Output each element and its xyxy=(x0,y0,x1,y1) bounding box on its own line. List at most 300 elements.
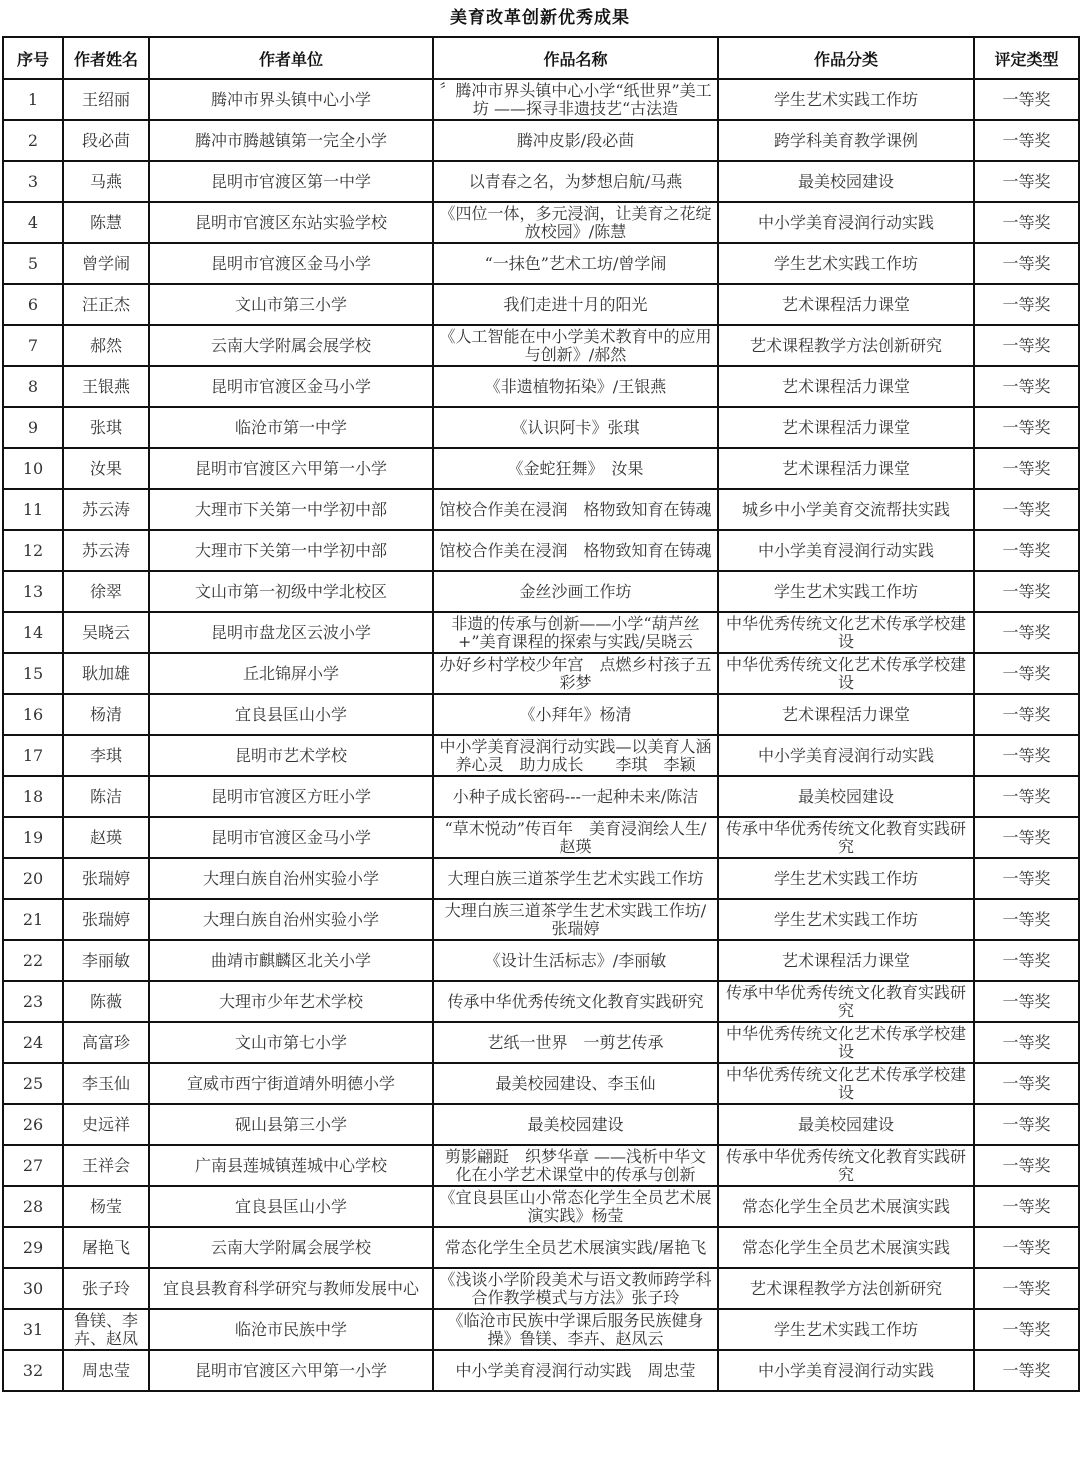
table-row xyxy=(3,1227,1079,1268)
author-name: 李琪 xyxy=(89,746,122,765)
row-number: 18 xyxy=(22,787,44,806)
award-grade: 一等奖 xyxy=(1002,582,1051,601)
work-category-cell xyxy=(718,448,974,489)
work-category-cell xyxy=(718,1309,974,1350)
header-no: 序号 xyxy=(3,37,63,79)
table-body xyxy=(3,79,1079,1391)
work-title-cell xyxy=(433,653,718,694)
author-unit: 宣威市西宁街道靖外明德小学 xyxy=(186,1074,395,1093)
award-grade: 一等奖 xyxy=(1002,951,1051,970)
row-number: 8 xyxy=(27,377,39,396)
row-number-cell xyxy=(3,735,63,776)
work-category-cell xyxy=(718,161,974,202)
work-title: 常态化学生全员艺术展演实践/屠艳飞 xyxy=(444,1238,707,1257)
award-grade-cell xyxy=(974,366,1079,407)
row-number-cell xyxy=(3,325,63,366)
author-name-cell xyxy=(63,981,149,1022)
row-number-cell xyxy=(3,1309,63,1350)
work-category: 艺术课程活力课堂 xyxy=(781,705,910,724)
work-category: 学生艺术实践工作坊 xyxy=(773,90,918,109)
author-unit: 曲靖市麒麟区北关小学 xyxy=(210,951,371,970)
work-title-cell xyxy=(433,448,718,489)
work-title: 大理白族三道茶学生艺术实践工作坊 xyxy=(447,869,704,888)
work-category: 跨学科美育教学课例 xyxy=(773,131,918,150)
work-category-cell xyxy=(718,1350,974,1391)
document-title: 美育改革创新优秀成果 xyxy=(450,8,630,28)
row-number-cell xyxy=(3,161,63,202)
award-grade: 一等奖 xyxy=(1002,1115,1051,1134)
header-work-title: 作品名称 xyxy=(433,37,718,79)
author-unit-cell xyxy=(149,735,433,776)
work-category-cell xyxy=(718,1268,974,1309)
table-row xyxy=(3,612,1079,653)
work-category: 中华优秀传统文化艺术传承学校建设 xyxy=(725,655,966,692)
work-category-cell xyxy=(718,981,974,1022)
work-title: 馆校合作美在浸润 格物致知育在铸魂 xyxy=(439,500,712,519)
author-name: 杨莹 xyxy=(89,1197,122,1216)
work-title-cell xyxy=(433,243,718,284)
row-number: 30 xyxy=(22,1279,44,1298)
row-number-cell xyxy=(3,858,63,899)
work-category-cell xyxy=(718,571,974,612)
work-title-cell xyxy=(433,161,718,202)
author-name: 陈薇 xyxy=(89,992,122,1011)
table-row xyxy=(3,817,1079,858)
table-header-row xyxy=(3,37,1079,79)
award-grade-cell xyxy=(974,1268,1079,1309)
author-name-cell xyxy=(63,817,149,858)
work-title-cell xyxy=(433,202,718,243)
row-number-cell xyxy=(3,817,63,858)
author-unit-cell xyxy=(149,325,433,366)
award-grade-cell xyxy=(974,530,1079,571)
award-grade: 一等奖 xyxy=(1002,213,1051,232)
work-title: 《非遗植物拓染》/王银燕 xyxy=(484,377,667,396)
row-number-cell xyxy=(3,1022,63,1063)
author-unit: 昆明市官渡区金马小学 xyxy=(210,377,371,396)
award-grade-cell xyxy=(974,243,1079,284)
row-number: 24 xyxy=(22,1033,44,1052)
row-number: 9 xyxy=(27,418,39,437)
table-row xyxy=(3,407,1079,448)
table-row xyxy=(3,1309,1079,1350)
author-unit-cell xyxy=(149,243,433,284)
award-grade-cell xyxy=(974,776,1079,817)
work-category: 艺术课程活力课堂 xyxy=(781,459,910,478)
award-grade-cell xyxy=(974,79,1079,120)
award-grade: 一等奖 xyxy=(1002,295,1051,314)
table-row xyxy=(3,981,1079,1022)
work-category: 中小学美育浸润行动实践 xyxy=(757,746,934,765)
work-category-cell xyxy=(718,79,974,120)
row-number-cell xyxy=(3,530,63,571)
row-number: 16 xyxy=(22,705,44,724)
work-category: 城乡中小学美育交流帮扶实践 xyxy=(741,500,950,519)
author-name-cell xyxy=(63,1145,149,1186)
award-grade: 一等奖 xyxy=(1002,1156,1051,1175)
table-row xyxy=(3,940,1079,981)
award-grade: 一等奖 xyxy=(1002,1238,1051,1257)
author-name: 汝果 xyxy=(89,459,122,478)
award-grade: 一等奖 xyxy=(1002,90,1051,109)
author-name: 马燕 xyxy=(89,172,122,191)
author-name: 王绍丽 xyxy=(81,90,130,109)
author-name: 高富珍 xyxy=(81,1033,130,1052)
work-title: 中小学美育浸润行动实践—以美育人涵养心灵 助力成长 李琪 李颖 xyxy=(439,737,712,774)
work-title: 办好乡村学校少年宫 点燃乡村孩子五彩梦 xyxy=(439,655,712,692)
author-unit-cell xyxy=(149,489,433,530)
award-grade-cell xyxy=(974,1186,1079,1227)
table-row xyxy=(3,284,1079,325)
row-number: 5 xyxy=(27,254,39,273)
award-grade-cell xyxy=(974,120,1079,161)
author-unit-cell xyxy=(149,1186,433,1227)
work-category: 常态化学生全员艺术展演实践 xyxy=(741,1238,950,1257)
work-title-cell xyxy=(433,284,718,325)
row-number: 4 xyxy=(27,213,39,232)
award-grade: 一等奖 xyxy=(1002,131,1051,150)
work-category: 学生艺术实践工作坊 xyxy=(773,254,918,273)
work-title-cell xyxy=(433,1268,718,1309)
work-category: 中小学美育浸润行动实践 xyxy=(757,213,934,232)
author-unit: 昆明市官渡区六甲第一小学 xyxy=(194,1361,387,1380)
work-title-cell xyxy=(433,858,718,899)
award-grade-cell xyxy=(974,981,1079,1022)
author-name: 陈慧 xyxy=(89,213,122,232)
author-unit-cell xyxy=(149,366,433,407)
work-category-cell xyxy=(718,1104,974,1145)
work-category-cell xyxy=(718,940,974,981)
author-unit-cell xyxy=(149,202,433,243)
author-unit-cell xyxy=(149,1350,433,1391)
award-grade: 一等奖 xyxy=(1002,172,1051,191)
work-title: 小种子成长密码---一起种未来/陈洁 xyxy=(452,787,699,806)
author-unit-cell xyxy=(149,161,433,202)
author-name-cell xyxy=(63,284,149,325)
table-row xyxy=(3,694,1079,735)
author-name: 张子玲 xyxy=(81,1279,130,1298)
row-number: 31 xyxy=(22,1320,44,1339)
work-category: 中华优秀传统文化艺术传承学校建设 xyxy=(725,1024,966,1061)
work-title: 《临沧市民族中学课后服务民族健身操》鲁镁、李卉、赵凤云 xyxy=(447,1311,704,1348)
work-title: 以青春之名，为梦想启航/马燕 xyxy=(468,172,683,191)
row-number: 12 xyxy=(22,541,44,560)
work-category-cell xyxy=(718,243,974,284)
work-title-cell xyxy=(433,1104,718,1145)
author-name-cell xyxy=(63,735,149,776)
author-name: 曾学闹 xyxy=(81,254,130,273)
row-number-cell xyxy=(3,694,63,735)
work-title-cell xyxy=(433,899,718,940)
row-number: 23 xyxy=(22,992,44,1011)
author-unit-cell xyxy=(149,1309,433,1350)
author-unit: 临沧市民族中学 xyxy=(234,1320,347,1339)
author-name: 郝然 xyxy=(89,336,122,355)
work-title-cell xyxy=(433,776,718,817)
row-number-cell xyxy=(3,407,63,448)
row-number-cell xyxy=(3,202,63,243)
work-category: 学生艺术实践工作坊 xyxy=(773,1320,918,1339)
work-category-cell xyxy=(718,530,974,571)
work-title-cell xyxy=(433,366,718,407)
work-title-cell xyxy=(433,1227,718,1268)
row-number: 32 xyxy=(22,1361,44,1380)
work-title-cell xyxy=(433,735,718,776)
work-title: 剪影翩跹 织梦华章 ——浅析中华文化在小学艺术课堂中的传承与创新 xyxy=(444,1147,707,1184)
work-title-cell xyxy=(433,817,718,858)
author-unit-cell xyxy=(149,448,433,489)
work-category: 艺术课程活力课堂 xyxy=(781,418,910,437)
work-category: 艺术课程教学方法创新研究 xyxy=(749,336,942,355)
award-grade-cell xyxy=(974,448,1079,489)
award-grade-cell xyxy=(974,694,1079,735)
row-number-cell xyxy=(3,284,63,325)
row-number: 28 xyxy=(22,1197,44,1216)
row-number-cell xyxy=(3,899,63,940)
row-number: 25 xyxy=(22,1074,44,1093)
work-title: 传承中华优秀传统文化教育实践研究 xyxy=(447,992,704,1011)
author-unit-cell xyxy=(149,817,433,858)
award-grade-cell xyxy=(974,858,1079,899)
work-title-cell xyxy=(433,1145,718,1186)
award-grade-cell xyxy=(974,202,1079,243)
table-row xyxy=(3,1104,1079,1145)
work-title-cell xyxy=(433,1022,718,1063)
author-unit-cell xyxy=(149,1063,433,1104)
award-grade: 一等奖 xyxy=(1002,623,1051,642)
author-name-cell xyxy=(63,571,149,612)
table-row xyxy=(3,899,1079,940)
work-category: 中小学美育浸润行动实践 xyxy=(757,541,934,560)
work-title-cell xyxy=(433,981,718,1022)
row-number: 26 xyxy=(22,1115,44,1134)
work-category-cell xyxy=(718,489,974,530)
work-category-cell xyxy=(718,1063,974,1104)
table-row xyxy=(3,1186,1079,1227)
award-grade-cell xyxy=(974,817,1079,858)
table-row xyxy=(3,448,1079,489)
author-unit: 宜良县匡山小学 xyxy=(234,1197,347,1216)
table-row xyxy=(3,1268,1079,1309)
award-grade-cell xyxy=(974,571,1079,612)
row-number: 14 xyxy=(22,623,44,642)
author-name: 汪正杰 xyxy=(81,295,130,314)
work-category: 最美校园建设 xyxy=(797,172,894,191)
work-category: 学生艺术实践工作坊 xyxy=(773,582,918,601)
work-category: 艺术课程教学方法创新研究 xyxy=(749,1279,942,1298)
award-grade-cell xyxy=(974,899,1079,940)
work-category: 艺术课程活力课堂 xyxy=(781,951,910,970)
work-category: 艺术课程活力课堂 xyxy=(781,295,910,314)
work-category-cell xyxy=(718,202,974,243)
work-category: 中华优秀传统文化艺术传承学校建设 xyxy=(725,614,966,651)
award-grade-cell xyxy=(974,653,1079,694)
award-grade: 一等奖 xyxy=(1002,664,1051,683)
row-number-cell xyxy=(3,1227,63,1268)
author-unit: 昆明市盘龙区云波小学 xyxy=(210,623,371,642)
table-row xyxy=(3,1063,1079,1104)
author-name-cell xyxy=(63,899,149,940)
results-table xyxy=(2,36,1080,1392)
author-name: 张琪 xyxy=(89,418,122,437)
work-title-cell xyxy=(433,79,718,120)
work-category-cell xyxy=(718,1227,974,1268)
work-title: 大理白族三道茶学生艺术实践工作坊/张瑞婷 xyxy=(444,901,707,938)
author-name: 张瑞婷 xyxy=(81,910,130,929)
author-name: 王祥会 xyxy=(81,1156,130,1175)
author-unit: 昆明市官渡区六甲第一小学 xyxy=(194,459,387,478)
author-unit-cell xyxy=(149,940,433,981)
author-name: 徐翠 xyxy=(89,582,122,601)
author-name: 史远祥 xyxy=(81,1115,130,1134)
author-name: 陈洁 xyxy=(89,787,122,806)
author-name-cell xyxy=(63,448,149,489)
author-unit: 大理市下关第一中学初中部 xyxy=(194,500,387,519)
work-category-cell xyxy=(718,1186,974,1227)
award-grade: 一等奖 xyxy=(1002,541,1051,560)
award-grade-cell xyxy=(974,161,1079,202)
author-unit: 腾冲市界头镇中心小学 xyxy=(210,90,371,109)
row-number-cell xyxy=(3,489,63,530)
row-number: 27 xyxy=(22,1156,44,1175)
row-number-cell xyxy=(3,1145,63,1186)
row-number-cell xyxy=(3,1350,63,1391)
author-unit: 昆明市艺术学校 xyxy=(234,746,347,765)
work-category-cell xyxy=(718,858,974,899)
author-unit: 文山市第一初级中学北校区 xyxy=(194,582,387,601)
award-grade: 一等奖 xyxy=(1002,992,1051,1011)
table-row xyxy=(3,202,1079,243)
author-name: 王银燕 xyxy=(81,377,130,396)
work-title: “一抹色”艺术工坊/曾学闹 xyxy=(484,254,667,273)
row-number-cell xyxy=(3,776,63,817)
award-grade-cell xyxy=(974,489,1079,530)
table-row xyxy=(3,1350,1079,1391)
row-number: 29 xyxy=(22,1238,44,1257)
author-name-cell xyxy=(63,1268,149,1309)
work-category: 艺术课程活力课堂 xyxy=(781,377,910,396)
header-author-unit: 作者单位 xyxy=(149,37,433,79)
table-row xyxy=(3,161,1079,202)
row-number-cell xyxy=(3,243,63,284)
row-number: 2 xyxy=(27,131,39,150)
award-grade: 一等奖 xyxy=(1002,828,1051,847)
row-number-cell xyxy=(3,1268,63,1309)
work-category-cell xyxy=(718,120,974,161)
author-name-cell xyxy=(63,1063,149,1104)
header-award-grade: 评定类型 xyxy=(974,37,1079,79)
work-title: 《人工智能在中小学美术教育中的应用与创新》/郝然 xyxy=(439,327,712,364)
author-unit: 昆明市官渡区第一中学 xyxy=(210,172,371,191)
work-title: 《宜良县匡山小常态化学生全员艺术展演实践》杨莹 xyxy=(439,1188,712,1225)
work-category-cell xyxy=(718,612,974,653)
row-number-cell xyxy=(3,79,63,120)
work-title: 《金蛇狂舞》 汝果 xyxy=(507,459,644,478)
author-name: 屠艳飞 xyxy=(81,1238,130,1257)
row-number-cell xyxy=(3,120,63,161)
author-unit-cell xyxy=(149,694,433,735)
row-number: 1 xyxy=(27,90,39,109)
author-name-cell xyxy=(63,653,149,694)
work-category-cell xyxy=(718,653,974,694)
row-number-cell xyxy=(3,1186,63,1227)
award-grade: 一等奖 xyxy=(1002,418,1051,437)
author-unit: 大理白族自治州实验小学 xyxy=(202,910,379,929)
work-title-cell xyxy=(433,407,718,448)
work-category: 中小学美育浸润行动实践 xyxy=(757,1361,934,1380)
author-name: 赵瑛 xyxy=(89,828,122,847)
author-name-cell xyxy=(63,530,149,571)
author-unit: 文山市第七小学 xyxy=(234,1033,347,1052)
work-category-cell xyxy=(718,735,974,776)
author-name: 苏云涛 xyxy=(81,541,130,560)
work-title-cell xyxy=(433,120,718,161)
author-unit: 文山市第三小学 xyxy=(234,295,347,314)
header-author-name: 作者姓名 xyxy=(63,37,149,79)
work-category-cell xyxy=(718,1022,974,1063)
author-unit-cell xyxy=(149,120,433,161)
work-category-cell xyxy=(718,694,974,735)
author-name-cell xyxy=(63,858,149,899)
author-name: 杨清 xyxy=(89,705,122,724)
row-number-cell xyxy=(3,366,63,407)
author-name: 张瑞婷 xyxy=(81,869,130,888)
award-grade-cell xyxy=(974,1309,1079,1350)
table-row xyxy=(3,489,1079,530)
work-category: 常态化学生全员艺术展演实践 xyxy=(741,1197,950,1216)
author-name-cell xyxy=(63,940,149,981)
row-number-cell xyxy=(3,612,63,653)
work-category-cell xyxy=(718,284,974,325)
award-grade-cell xyxy=(974,1350,1079,1391)
author-name-cell xyxy=(63,1186,149,1227)
row-number-cell xyxy=(3,1063,63,1104)
author-name-cell xyxy=(63,612,149,653)
author-unit-cell xyxy=(149,571,433,612)
work-title: 中小学美育浸润行动实践 周忠莹 xyxy=(455,1361,696,1380)
work-title-cell xyxy=(433,1063,718,1104)
author-name: 耿加雄 xyxy=(81,664,130,683)
award-grade: 一等奖 xyxy=(1002,1074,1051,1093)
work-title: 最美校园建设、李玉仙 xyxy=(495,1074,656,1093)
author-unit-cell xyxy=(149,284,433,325)
author-unit: 宜良县教育科学研究与教师发展中心 xyxy=(162,1279,419,1298)
award-grade: 一等奖 xyxy=(1002,1361,1051,1380)
award-grade: 一等奖 xyxy=(1002,1033,1051,1052)
author-name-cell xyxy=(63,1227,149,1268)
award-grade: 一等奖 xyxy=(1002,910,1051,929)
author-unit: 大理市下关第一中学初中部 xyxy=(194,541,387,560)
row-number-cell xyxy=(3,571,63,612)
author-name: 吴晓云 xyxy=(81,623,130,642)
row-number: 13 xyxy=(22,582,44,601)
table-row xyxy=(3,1145,1079,1186)
work-category-cell xyxy=(718,899,974,940)
work-title: 《认识阿卡》张琪 xyxy=(511,418,640,437)
author-name-cell xyxy=(63,1350,149,1391)
work-category-cell xyxy=(718,366,974,407)
work-category: 传承中华优秀传统文化教育实践研究 xyxy=(725,983,966,1020)
award-grade: 一等奖 xyxy=(1002,1279,1051,1298)
award-grade: 一等奖 xyxy=(1002,705,1051,724)
award-grade: 一等奖 xyxy=(1002,787,1051,806)
author-unit-cell xyxy=(149,1268,433,1309)
award-grade-cell xyxy=(974,325,1079,366)
author-unit-cell xyxy=(149,653,433,694)
author-unit: 大理市少年艺术学校 xyxy=(218,992,363,1011)
work-category-cell xyxy=(718,776,974,817)
row-number-cell xyxy=(3,940,63,981)
